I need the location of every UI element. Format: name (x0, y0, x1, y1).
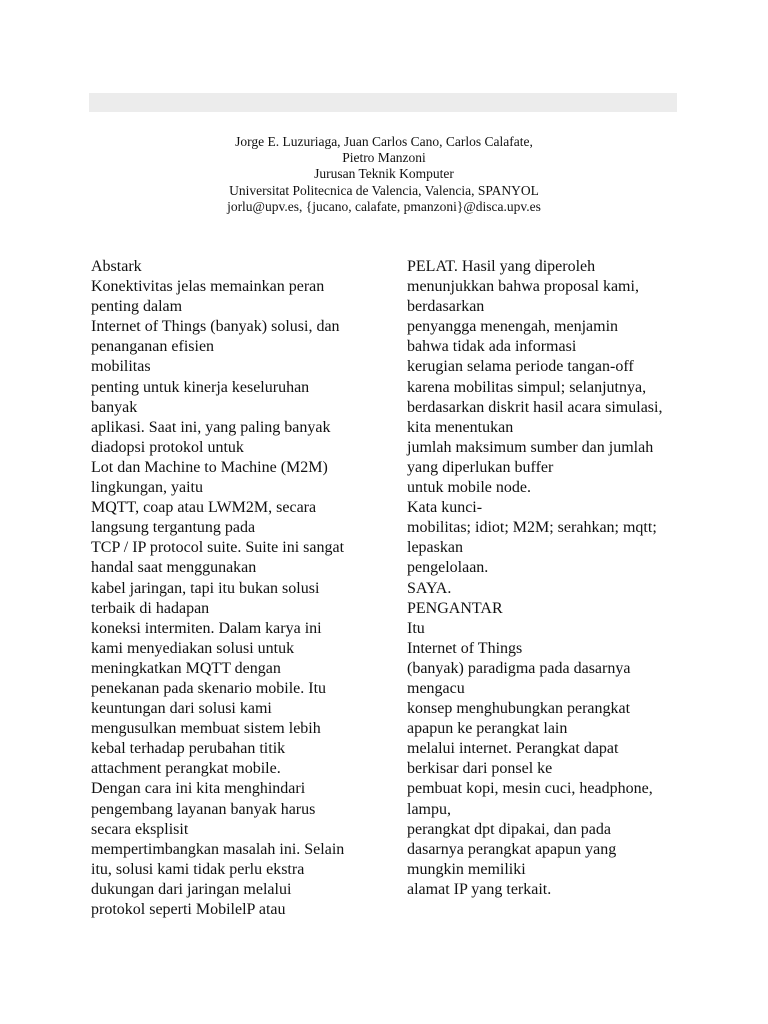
text-line: pengembang layanan banyak harus (91, 800, 316, 818)
text-line: mobilitas; idiot; M2M; serahkan; mqtt; (407, 519, 657, 537)
text-line: pembuat kopi, mesin cuci, headphone, (407, 780, 653, 798)
text-line: kami menyediakan solusi untuk (91, 639, 295, 657)
title-placeholder-bar (89, 93, 677, 112)
text-line: melalui internet. Perangkat dapat (407, 740, 619, 758)
text-line: MQTT, coap atau LWM2M, secara (91, 499, 317, 517)
text-line: penting untuk kinerja keseluruhan (91, 378, 310, 396)
text-line: kebal terhadap perubahan titik (91, 740, 286, 758)
author-names-line-2: Pietro Manzoni (342, 150, 426, 166)
text-line: apapun ke perangkat lain (407, 720, 568, 738)
text-line: perangkat dpt dipakai, dan pada (407, 820, 611, 838)
text-line: terbaik di hadapan (91, 599, 210, 617)
text-line: penekanan pada skenario mobile. Itu (91, 679, 327, 697)
text-line: menunjukkan bahwa proposal kami, (407, 278, 639, 296)
text-line: banyak (91, 398, 138, 416)
text-line: pengelolaan. (407, 559, 489, 577)
text-line: handal saat menggunakan (91, 559, 257, 577)
text-line: lepaskan (407, 539, 463, 557)
university-line: Universitat Politecnica de Valencia, Valencia, SPANYOL (229, 182, 539, 198)
text-line: penanganan efisien (91, 338, 215, 356)
text-line: jumlah maksimum sumber dan jumlah (407, 438, 654, 456)
text-line: Internet of Things (407, 639, 523, 657)
text-line: langsung tergantung pada (91, 519, 256, 537)
text-line: itu, solusi kami tidak perlu ekstra (91, 860, 305, 878)
text-line: diadopsi protokol untuk (91, 438, 244, 456)
text-line: alamat IP yang terkait. (407, 880, 552, 898)
text-line: yang diperlukan buffer (407, 458, 554, 476)
text-line: konsep menghubungkan perangkat (407, 700, 631, 718)
text-line: berdasarkan diskrit hasil acara simulasi, (407, 398, 663, 416)
text-line: Konektivitas jelas memainkan peran (91, 278, 325, 296)
text-line: aplikasi. Saat ini, yang paling banyak (91, 418, 331, 436)
text-line: lampu, (407, 800, 451, 818)
text-line: berdasarkan (407, 298, 485, 316)
text-line: meningkatkan MQTT dengan (91, 659, 281, 677)
text-line: mengusulkan membuat sistem lebih (91, 720, 321, 738)
email-line: jorlu@upv.es, {jucano, calafate, pmanzoni}@disca.upv.es (227, 198, 541, 214)
text-line: secara eksplisit (91, 820, 189, 838)
text-line: PENGANTAR (407, 599, 503, 617)
text-line: kabel jaringan, tapi itu bukan solusi (91, 579, 320, 597)
text-line: Dengan cara ini kita menghindari (91, 780, 306, 798)
text-line: (banyak) paradigma pada dasarnya (407, 659, 631, 677)
text-line: koneksi intermiten. Dalam karya ini (91, 619, 322, 637)
text-line: Internet of Things (banyak) solusi, dan (91, 318, 340, 336)
text-line: Lot dan Machine to Machine (M2M) (91, 458, 328, 476)
text-line: keuntungan dari solusi kami (91, 700, 272, 718)
text-line: karena mobilitas simpul; selanjutnya, (407, 378, 647, 396)
text-line: lingkungan, yaitu (91, 479, 203, 497)
text-line: mengacu (407, 679, 465, 697)
author-names-line: Jorge E. Luzuriaga, Juan Carlos Cano, Carlos Calafate, (235, 134, 533, 149)
text-line: mobilitas (91, 358, 151, 376)
text-line: protokol seperti MobilelP atau (91, 901, 286, 918)
text-line: berkisar dari ponsel ke (407, 760, 553, 778)
text-line: Itu (407, 619, 425, 637)
text-line: SAYA. (407, 579, 452, 597)
text-line: PELAT. Hasil yang diperoleh (407, 258, 596, 275)
text-line: mempertimbangkan masalah ini. Selain (91, 840, 345, 858)
text-line: dasarnya perangkat apapun yang (407, 840, 617, 858)
left-text-column (91, 257, 381, 920)
text-line: untuk mobile node. (407, 479, 531, 497)
text-line: Kata kunci- (407, 499, 483, 517)
text-line: TCP / IP protocol suite. Suite ini sangat (91, 539, 345, 557)
text-line: penting dalam (91, 298, 183, 316)
department-line: Jurusan Teknik Komputer (314, 166, 454, 182)
author-block (0, 134, 768, 215)
text-line: mungkin memiliki (407, 860, 526, 878)
text-line: Abstark (91, 258, 142, 275)
text-line: kerugian selama periode tangan-off (407, 358, 634, 376)
text-line: attachment perangkat mobile. (91, 760, 281, 778)
text-line: penyangga menengah, menjamin (407, 318, 619, 336)
text-line: bahwa tidak ada informasi (407, 338, 577, 356)
text-line: kita menentukan (407, 418, 514, 436)
text-line: dukungan dari jaringan melalui (91, 880, 292, 898)
right-text-column (407, 257, 687, 900)
